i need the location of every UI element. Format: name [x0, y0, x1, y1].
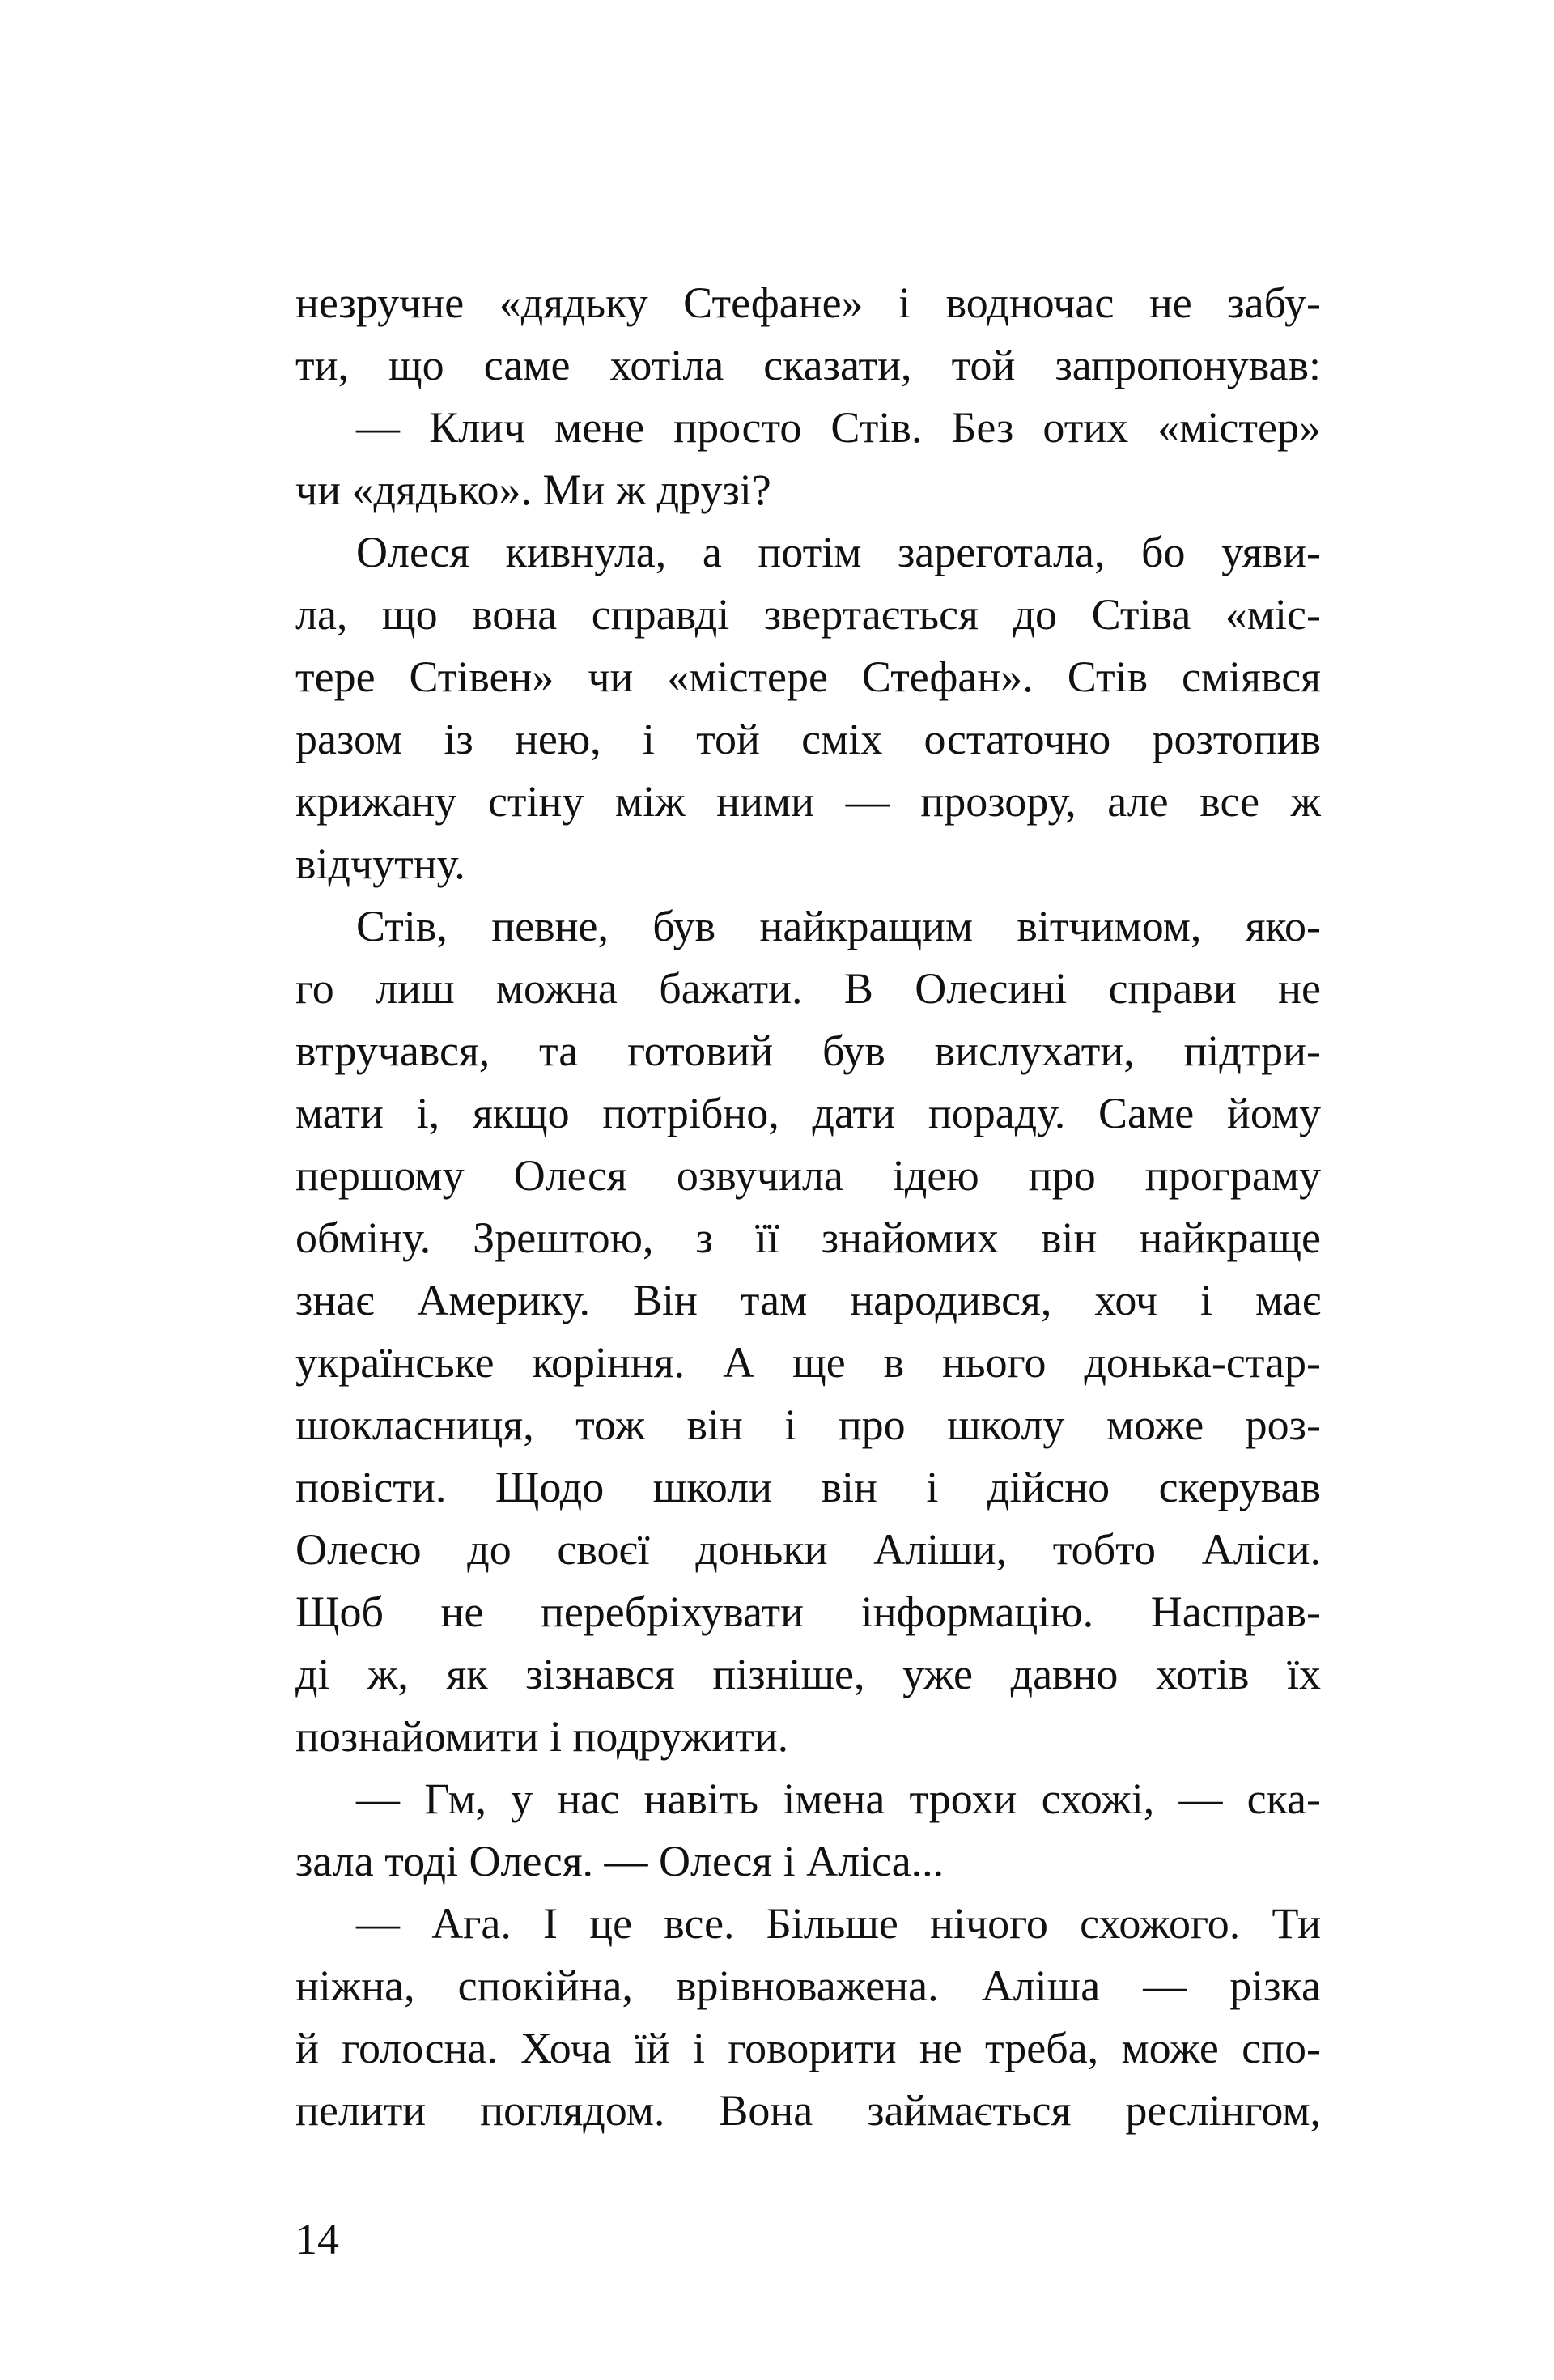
text-line: повісти. Щодо школи він і дійсно скерував — [295, 1463, 1321, 1511]
text-line: чи «дядько». Ми ж друзі? — [295, 465, 771, 514]
text-line: відчутну. — [295, 839, 465, 888]
text-line: Олеся кивнула, а потім зареготала, бо уяви- — [356, 528, 1321, 576]
text-line: ла, що вона справді звертається до Стіва «міс- — [295, 590, 1321, 639]
text-line: — Ага. І це все. Більше нічого схожого. Ти — [356, 1899, 1321, 1948]
text-line: знає Америку. Він там народився, хоч і має — [295, 1276, 1321, 1324]
text-line: незручне «дядьку Стефане» і водночас не забу- — [295, 278, 1321, 327]
text-line: разом із нею, і той сміх остаточно розтопив — [295, 715, 1321, 763]
text-line: Стів, певне, був найкращим вітчимом, яко- — [356, 902, 1321, 950]
body-text — [295, 272, 1321, 2142]
text-line: — Клич мене просто Стів. Без отих «містер» — [356, 403, 1321, 452]
text-line: ді ж, як зізнався пізніше, уже давно хотів їх — [295, 1650, 1321, 1698]
text-line: втручався, та готовий був вислухати, підтри- — [295, 1026, 1321, 1075]
text-line: шокласниця, тож він і про школу може роз- — [295, 1400, 1321, 1449]
text-line: й голосна. Хоча їй і говорити не треба, може спо- — [295, 2024, 1321, 2072]
text-line: мати і, якщо потрібно, дати пораду. Саме йому — [295, 1089, 1321, 1137]
text-line: першому Олеся озвучила ідею про програму — [295, 1151, 1321, 1200]
text-line: ніжна, спокійна, врівноважена. Аліша — різка — [295, 1961, 1321, 2010]
text-line: крижану стіну між ними — прозору, але все ж — [295, 777, 1321, 826]
page-number: 14 — [295, 2215, 339, 2263]
text-line: го лиш можна бажати. В Олесині справи не — [295, 964, 1321, 1013]
text-line: пелити поглядом. Вона займається реслінгом, — [295, 2086, 1321, 2135]
text-line: українське коріння. А ще в нього донька-стар- — [295, 1338, 1321, 1387]
text-line: Щоб не перебріхувати інформацію. Насправ- — [295, 1587, 1321, 1636]
text-line: Олесю до своєї доньки Аліши, тобто Аліси. — [295, 1525, 1321, 1574]
text-line: познайомити і подружити. — [295, 1712, 789, 1761]
text-line: зала тоді Олеся. — Олеся і Аліса... — [295, 1837, 945, 1885]
text-line: тере Стівен» чи «містере Стефан». Стів сміявся — [295, 652, 1321, 701]
text-line: обміну. Зрештою, з її знайомих він найкраще — [295, 1213, 1321, 1262]
text-line: ти, що саме хотіла сказати, той запропонував: — [295, 341, 1321, 389]
text-line: — Гм, у нас навіть імена трохи схожі, — ска- — [356, 1774, 1321, 1823]
